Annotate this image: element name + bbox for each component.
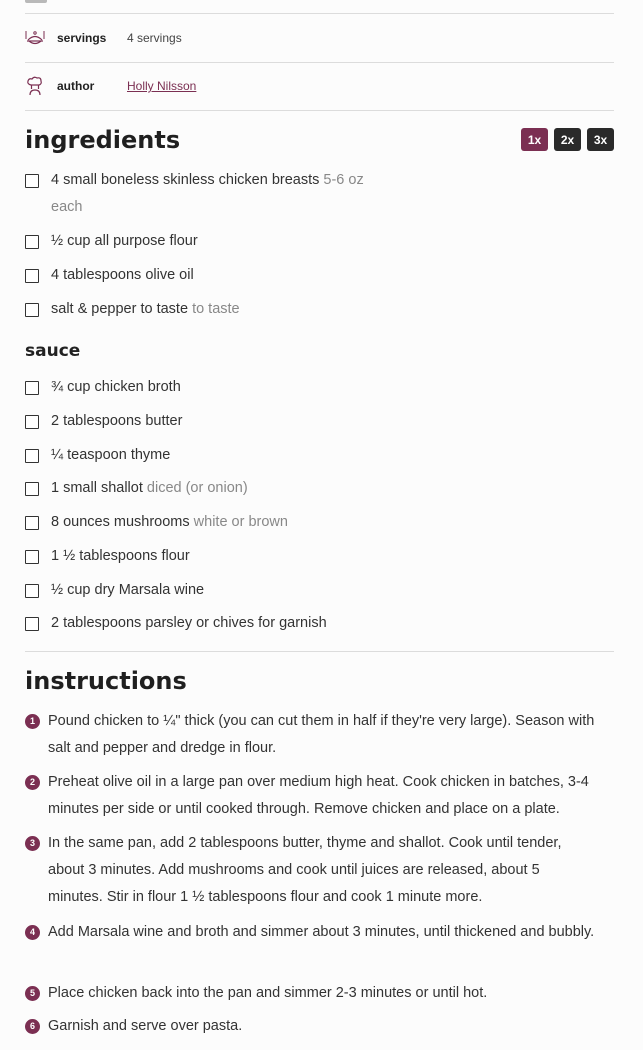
ingredient-text: 1 small shallot [51, 480, 143, 496]
step-text: Preheat olive oil in a large pan over medium high heat. Cook chicken in batches, 3-4 minutes per side or until cooked through. Remove chicken and place on a plate. [48, 774, 589, 817]
ingredient-text: ¼ teaspoon thyme [51, 447, 171, 463]
step-number-badge: 4 [25, 925, 40, 940]
ingredient-text: 4 small boneless skinless chicken breasts [51, 172, 320, 188]
ingredient-checkbox[interactable] [25, 516, 39, 530]
ingredient-checkbox[interactable] [25, 550, 39, 564]
step-number-badge: 3 [25, 836, 40, 851]
author-link[interactable]: Holly Nilsson [127, 79, 197, 93]
step-text: In the same pan, add 2 tablespoons butter, thyme and shallot. Cook until tender, about 3 minutes. Add mushrooms and cook until juices are released, about 5 minutes. Stir in flour 1 ½ tablespoons flour and cook 1 minute more. [48, 835, 562, 905]
ingredient-text: ½ cup all purpose flour [51, 233, 198, 249]
ingredient-scale-buttons [521, 128, 614, 151]
scale-3x-button[interactable]: 3x [587, 128, 614, 151]
ingredient-checkbox[interactable] [25, 269, 39, 283]
serving-dish-icon [25, 28, 45, 48]
ingredients-heading: ingredients [25, 126, 181, 154]
ingredient-text: ½ cup dry Marsala wine [51, 582, 205, 598]
ingredient-checkbox[interactable] [25, 303, 39, 317]
ingredient-checkbox[interactable] [25, 381, 39, 395]
cut-off-top-row [25, 0, 614, 14]
ingredient-text: ¾ cup chicken broth [51, 379, 181, 395]
ingredient-item [25, 167, 614, 221]
ingredient-checkbox[interactable] [25, 235, 39, 249]
ingredient-note: white or brown [193, 514, 288, 530]
ingredient-text: 2 tablespoons butter [51, 413, 183, 429]
ingredient-text: 4 tablespoons olive oil [51, 267, 194, 283]
scale-2x-button[interactable]: 2x [554, 128, 581, 151]
ingredient-checkbox[interactable] [25, 617, 39, 631]
sauce-subheading: sauce [25, 341, 81, 361]
ingredient-note: diced (or onion) [146, 480, 248, 496]
chef-hat-icon [25, 76, 45, 96]
step-number-badge: 5 [25, 986, 40, 1001]
ingredient-checkbox[interactable] [25, 415, 39, 429]
ingredient-note: 5-6 oz each [51, 172, 364, 215]
section-divider [25, 651, 614, 652]
author-label: author [57, 79, 95, 93]
scale-1x-button[interactable]: 1x [521, 128, 548, 151]
step-number-badge: 2 [25, 775, 40, 790]
ingredient-checkbox[interactable] [25, 482, 39, 496]
ingredient-text: 1 ½ tablespoons flour [51, 548, 190, 564]
ingredient-text: salt & pepper to taste [51, 301, 189, 317]
servings-value: 4 servings [127, 31, 182, 45]
ingredient-note: to taste [192, 301, 240, 317]
servings-label: servings [57, 31, 107, 45]
ingredient-checkbox[interactable] [25, 584, 39, 598]
step-text: Pound chicken to ¼" thick (you can cut them in half if they're very large). Season with salt and pepper and dredge in flour. [48, 713, 595, 756]
step-text: Place chicken back into the pan and simmer 2-3 minutes or until hot. [48, 985, 488, 1001]
step-number-badge: 6 [25, 1019, 40, 1034]
servings-row [25, 14, 614, 63]
author-row [25, 62, 614, 111]
step-text: Garnish and serve over pasta. [48, 1018, 243, 1034]
ingredient-text: 2 tablespoons parsley or chives for garnish [51, 615, 327, 631]
instructions-heading: instructions [25, 667, 187, 695]
ingredient-text: 8 ounces mushrooms [51, 514, 190, 530]
step-number-badge: 1 [25, 714, 40, 729]
ingredient-checkbox[interactable] [25, 174, 39, 188]
ingredient-checkbox[interactable] [25, 449, 39, 463]
step-text: Add Marsala wine and broth and simmer about 3 minutes, until thickened and bubbly. [48, 924, 595, 940]
